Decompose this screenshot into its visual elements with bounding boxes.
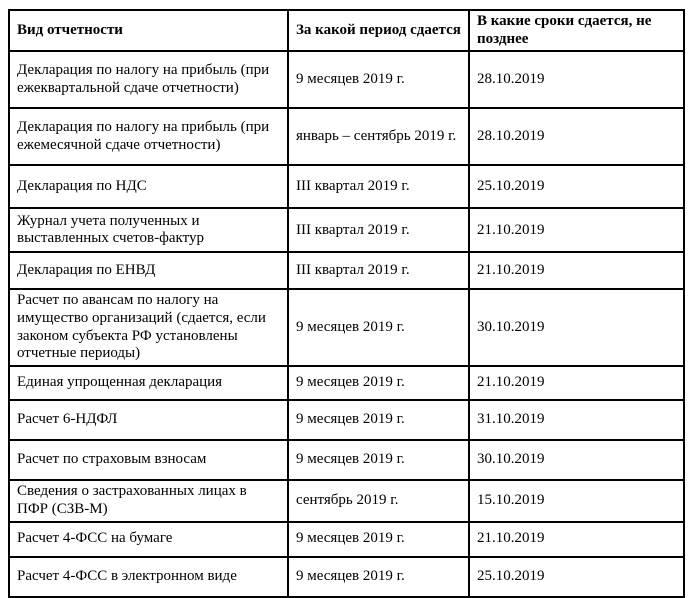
report-type-cell: Журнал учета полученных и выставленных счетов-фактур [9, 208, 288, 252]
period-cell: 9 месяцев 2019 г. [288, 400, 469, 440]
period-cell: III квартал 2019 г. [288, 165, 469, 208]
deadline-cell: 21.10.2019 [469, 208, 684, 252]
report-type-cell: Расчет по страховым взносам [9, 440, 288, 480]
report-type-cell: Декларация по налогу на прибыль (при ежемесячной сдаче отчетности) [9, 108, 288, 165]
deadline-cell: 30.10.2019 [469, 289, 684, 366]
reporting-deadlines-table [8, 9, 685, 598]
column-header-period: За какой период сдается [288, 10, 469, 51]
table-row [9, 208, 684, 252]
period-cell: 9 месяцев 2019 г. [288, 440, 469, 480]
deadline-cell: 21.10.2019 [469, 252, 684, 289]
column-header-report-type: Вид отчетности [9, 10, 288, 51]
deadline-cell: 21.10.2019 [469, 366, 684, 400]
deadline-cell: 28.10.2019 [469, 51, 684, 108]
period-cell: III квартал 2019 г. [288, 252, 469, 289]
deadline-cell: 31.10.2019 [469, 400, 684, 440]
table-row [9, 165, 684, 208]
report-type-cell: Декларация по ЕНВД [9, 252, 288, 289]
deadline-cell: 30.10.2019 [469, 440, 684, 480]
table-row [9, 400, 684, 440]
deadline-cell: 25.10.2019 [469, 557, 684, 597]
table-row [9, 252, 684, 289]
report-type-cell: Декларация по НДС [9, 165, 288, 208]
report-type-cell: Единая упрощенная декларация [9, 366, 288, 400]
deadline-cell: 21.10.2019 [469, 522, 684, 557]
report-type-cell: Сведения о застрахованных лицах в ПФР (СЗВ-М) [9, 480, 288, 521]
period-cell: январь – сентябрь 2019 г. [288, 108, 469, 165]
deadline-cell: 25.10.2019 [469, 165, 684, 208]
period-cell: 9 месяцев 2019 г. [288, 289, 469, 366]
column-header-deadline: В какие сроки сдается, не позднее [469, 10, 684, 51]
table-row [9, 366, 684, 400]
table-row [9, 51, 684, 108]
report-type-cell: Расчет 4-ФСС на бумаге [9, 522, 288, 557]
report-type-cell: Расчет 4-ФСС в электронном виде [9, 557, 288, 597]
period-cell: 9 месяцев 2019 г. [288, 366, 469, 400]
period-cell: 9 месяцев 2019 г. [288, 522, 469, 557]
period-cell: сентябрь 2019 г. [288, 480, 469, 521]
deadline-cell: 28.10.2019 [469, 108, 684, 165]
table-row [9, 289, 684, 366]
table-row [9, 522, 684, 557]
table-header-row [9, 10, 684, 51]
period-cell: III квартал 2019 г. [288, 208, 469, 252]
report-type-cell: Декларация по налогу на прибыль (при ежеквартальной сдаче отчетности) [9, 51, 288, 108]
deadline-cell: 15.10.2019 [469, 480, 684, 521]
period-cell: 9 месяцев 2019 г. [288, 51, 469, 108]
report-type-cell: Расчет по авансам по налогу на имущество организаций (сдается, если законом субъекта РФ установлены отчетные периоды) [9, 289, 288, 366]
table-row [9, 480, 684, 521]
table-row [9, 440, 684, 480]
period-cell: 9 месяцев 2019 г. [288, 557, 469, 597]
report-type-cell: Расчет 6-НДФЛ [9, 400, 288, 440]
table-row [9, 557, 684, 597]
table-row [9, 108, 684, 165]
